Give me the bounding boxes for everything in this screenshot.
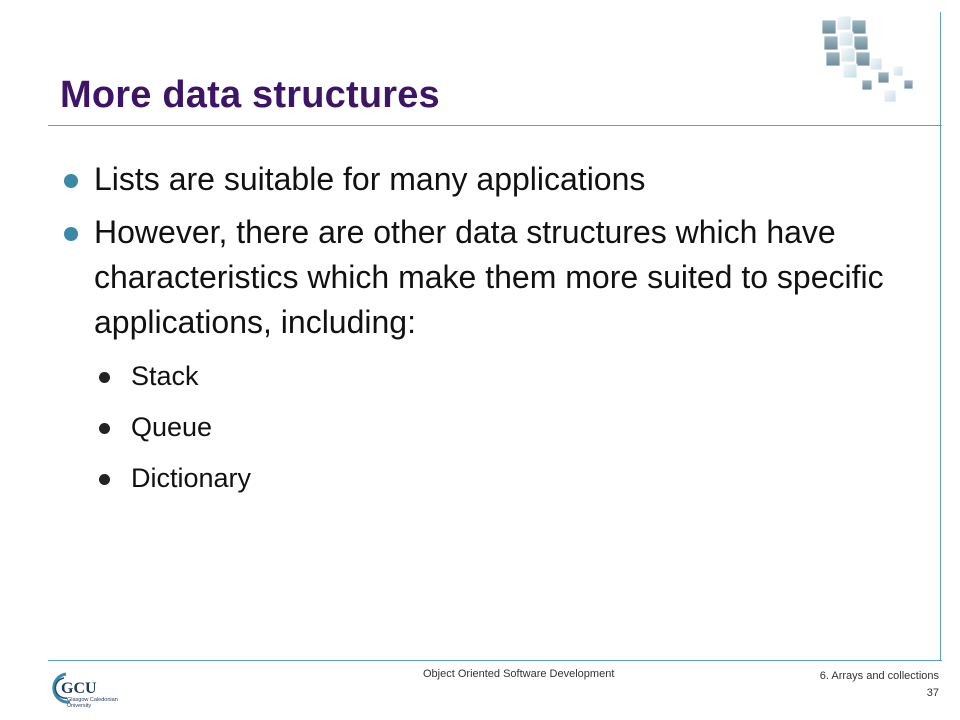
sub-bullet-item <box>94 351 922 402</box>
sub-bullet-list <box>94 351 922 504</box>
sub-bullet-text: Dictionary <box>131 463 252 493</box>
title-divider-rule <box>48 125 942 126</box>
footer-section-title: 6. Arrays and collections <box>819 670 939 682</box>
sub-bullet-item <box>94 402 922 453</box>
logo-subtext-line1: Glasgow Caledonian <box>67 697 118 703</box>
logo-subtext-line2: University <box>67 703 92 709</box>
sub-bullet-item <box>94 453 922 504</box>
footer-section <box>820 668 939 702</box>
sub-bullet-dot-icon <box>99 372 110 383</box>
bullet-text: However, there are other data structures which have characteristics which make them more suited to specific applications, including: <box>94 214 884 340</box>
footer-course-title: Object Oriented Software Development <box>423 668 615 680</box>
footer-divider-rule <box>48 660 942 661</box>
sub-bullet-text: Stack <box>131 361 199 391</box>
sub-bullet-dot-icon <box>99 474 110 485</box>
footer-page-number: 37 <box>926 687 939 699</box>
bullet-dot-icon <box>64 227 78 241</box>
cubes-icon <box>800 6 924 116</box>
bullet-item <box>62 210 922 504</box>
slide-title: More data structures <box>60 74 440 116</box>
sub-bullet-text: Queue <box>131 412 213 442</box>
bullet-item <box>62 157 922 202</box>
bullet-dot-icon <box>64 174 78 188</box>
bullet-list <box>62 157 922 512</box>
gcu-logo <box>52 669 122 711</box>
bullet-text: Lists are suitable for many applications <box>94 161 646 197</box>
sub-bullet-dot-icon <box>99 423 110 434</box>
frame-right-rule <box>940 12 941 660</box>
logo-text: GCU <box>61 680 97 697</box>
